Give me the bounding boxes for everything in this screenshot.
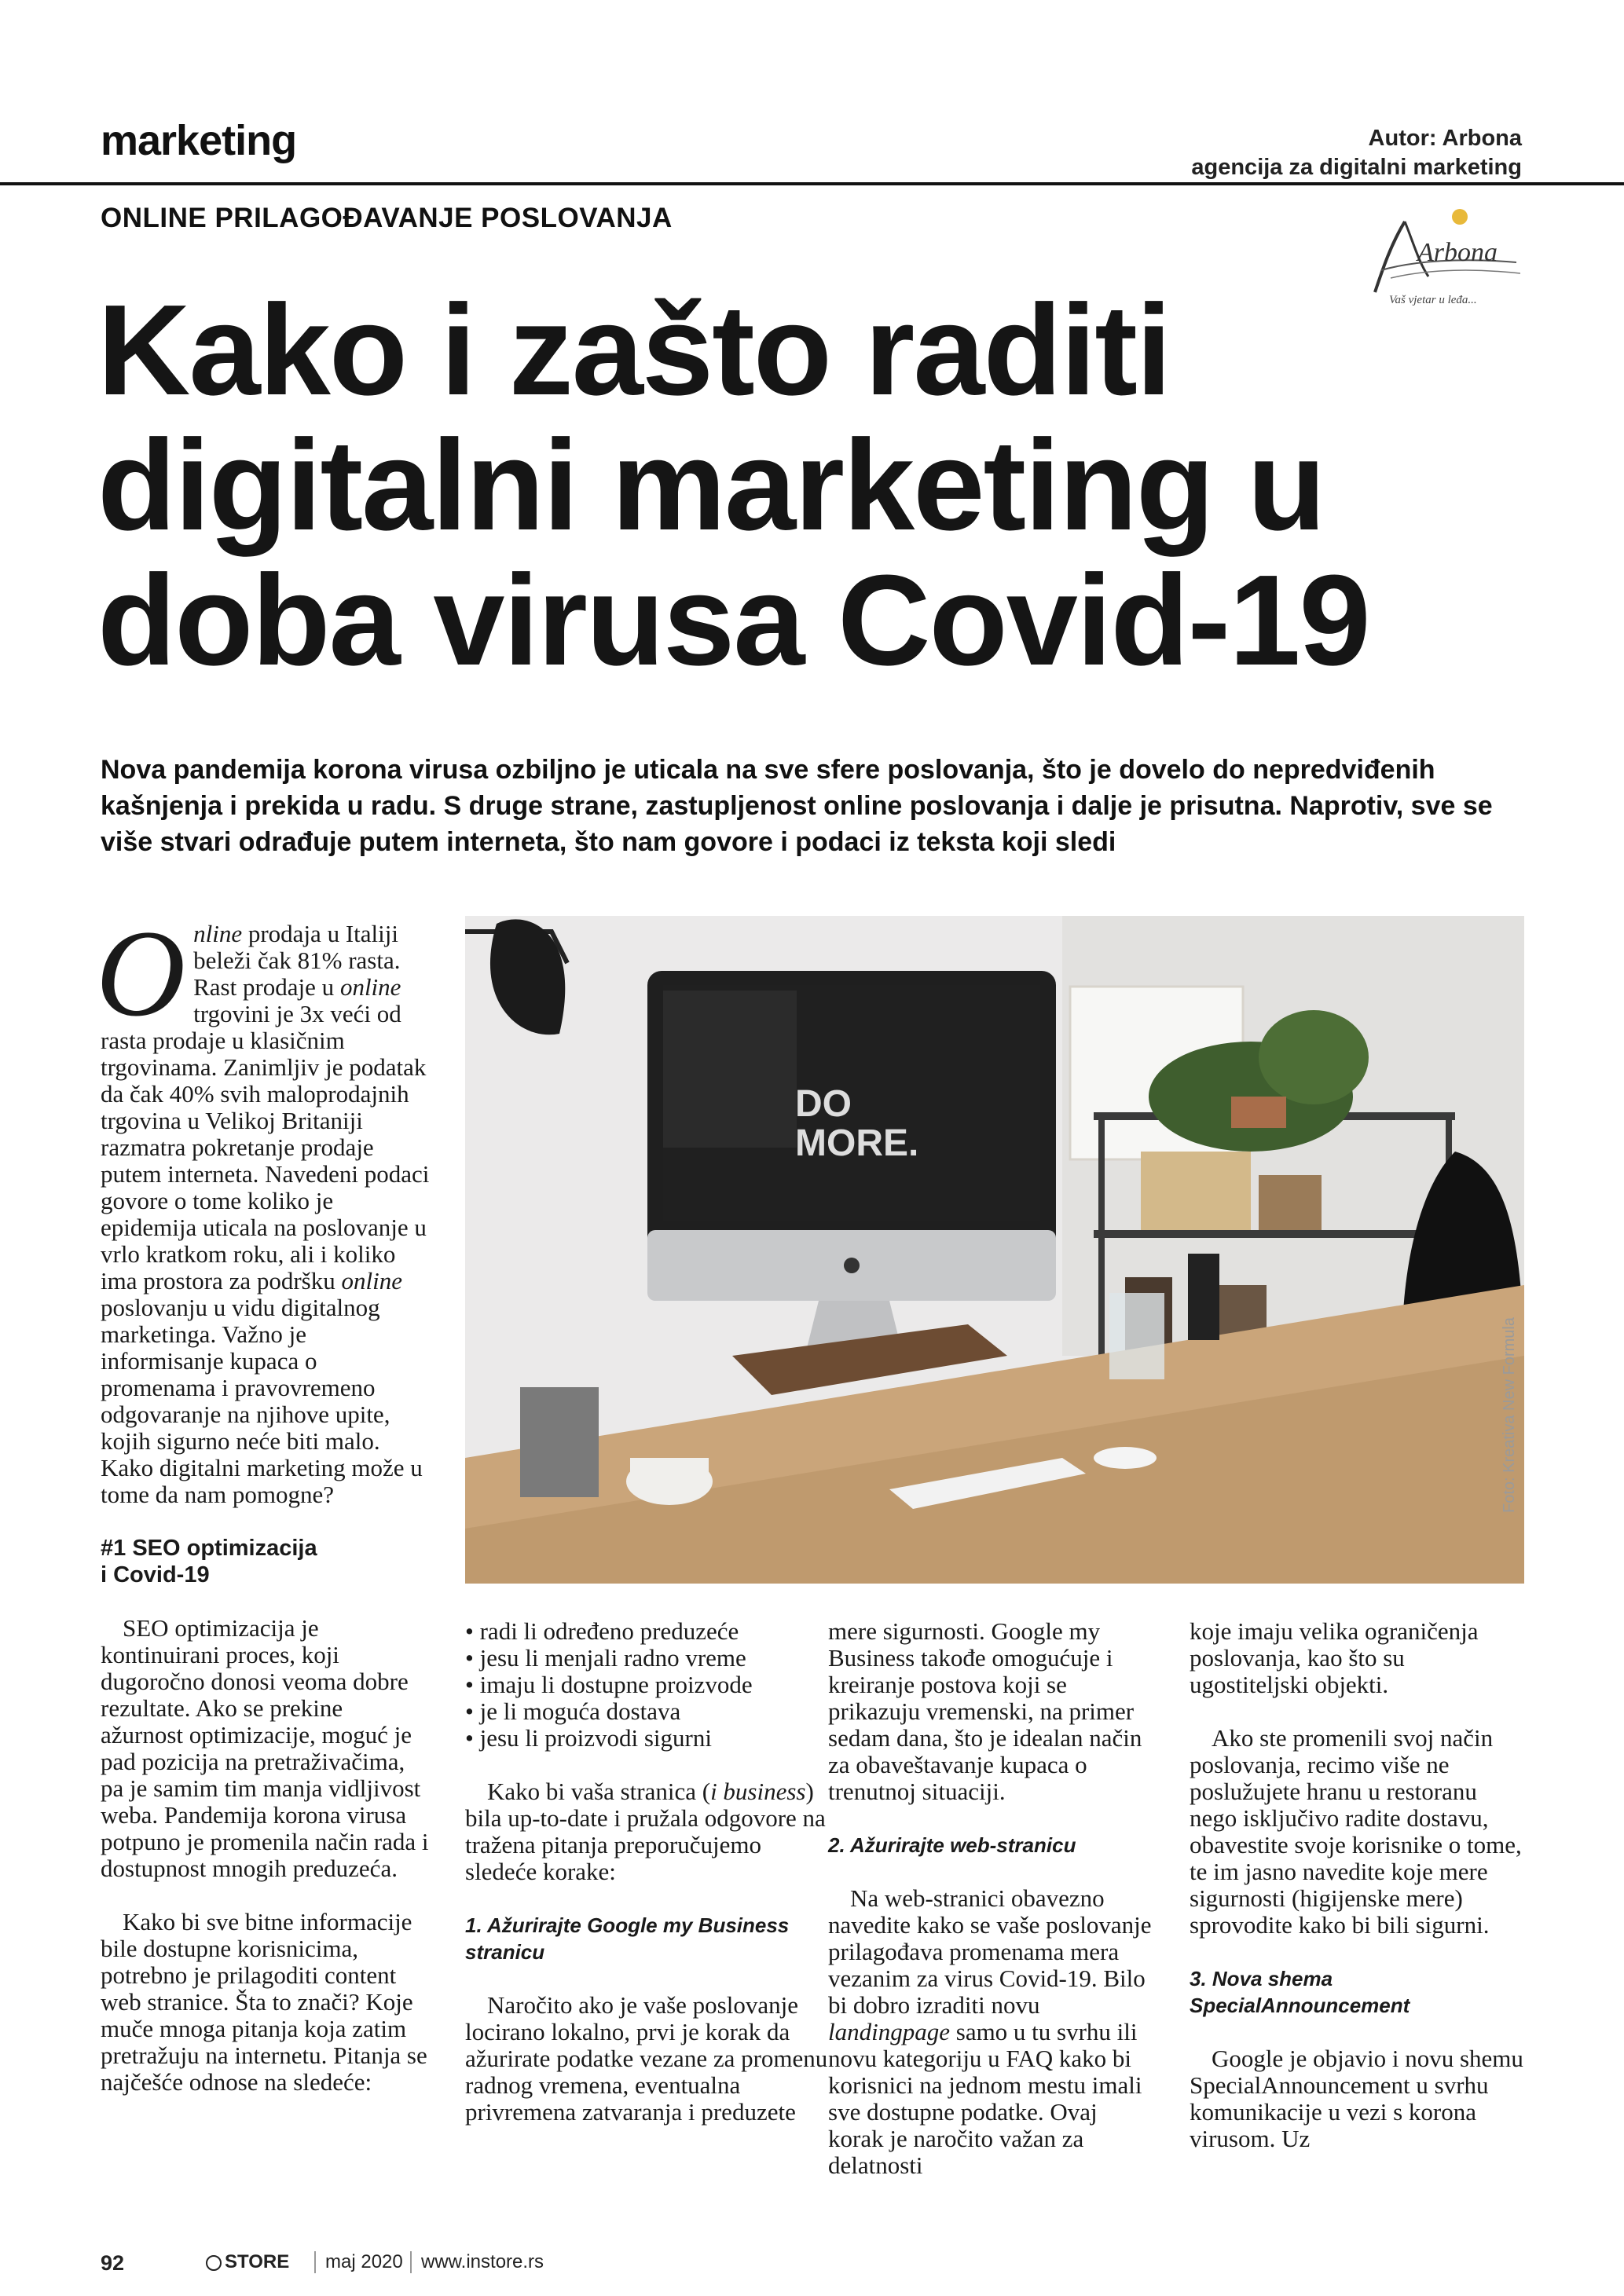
- headline-line2: digitalni marketing u: [97, 413, 1325, 557]
- screen-text-do: DO: [795, 1083, 852, 1125]
- paragraph: Na web-stranici obavezno navedite kako se vaše poslovanje prilagođava promenama mera vezanim za virus Covid-19. Bilo bi dobro izraditi novu landingpage samo u tu svrhu ili novu kategoriju u FAQ kako bi korisnici na jednom mestu imali sve dostupne podatke. Ovaj korak je naročito važan za delatnosti: [828, 1884, 1152, 2179]
- author-agency: agencija za digitalni marketing: [1191, 155, 1522, 180]
- paragraph: mere sigurnosti. Google my Business takođe omogućuje i kreiranje postova koji se prikazuju vremenski, na primer sedam dana, što je idealan način za obaveštavanje kupaca o trenutnoj situaciji.: [828, 1617, 1142, 1805]
- screen-text-more: MORE.: [795, 1122, 919, 1164]
- page-number: 92: [101, 2251, 125, 2275]
- footer-brand: STORE: [206, 2251, 289, 2273]
- step-3-heading: 3. Nova shema SpecialAnnouncement: [1190, 1967, 1410, 2017]
- intro-paragraph: Online prodaja u Italiji beleži čak 81% rasta. Rast prodaje u online trgovini je 3x veći od rasta prodaje u klasičnim trgovinama. Zanimljiv je podatak da čak 40% svih maloprodajnih trgovina u Velikoj Britaniji razmatra pokretanje prodaje putem interneta. Navedeni podaci govore o tome koliko je epidemija uticala na poslovanje u vrlo kratkom roku, ali i koliko ima prostora za podršku online poslovanju u vidu digitalnog marketinga. Važno je informisanje kupaca o promenama i pravovremeno odgovaranje na njihove upite, kojih sigurno neće biti malo. Kako digitalni marketing može u tome da nam pomogne?: [96, 905, 430, 1508]
- paragraph: koje imaju velika ograničenja poslovanja, kao što su ugostiteljski objekti.: [1190, 1617, 1479, 1698]
- headline-line1: Kako i zašto raditi: [97, 278, 1171, 422]
- headline: [97, 278, 1559, 692]
- list-item: • je li moguća dostava: [465, 1698, 834, 1725]
- author-block: [1191, 124, 1522, 182]
- question-list: [465, 1618, 834, 1752]
- column-2: [465, 1618, 834, 2152]
- seo-heading: #1 SEO optimizacija i Covid-19: [101, 1536, 317, 1587]
- paragraph: Kako bi sve bitne informacije bile dostupne korisnicima, potrebno je prilagoditi content web stranice. Šta to znači? Kojе muče mnoga pitanja koja zatim pretražuju na internetu. Pitanja se najčešće odnose na sledeće:: [101, 1908, 427, 2096]
- header-rule: [0, 182, 1624, 185]
- headline-line3: doba virusa Covid-19: [97, 548, 1369, 692]
- mouse: [1094, 1447, 1157, 1469]
- column-1: [96, 905, 431, 2122]
- paragraph: SEO optimizacija je kontinuirani proces, koji dugoročno donosi veoma dobre rezultate. Ako se prekine ažurnost optimizacije, moguć je pad pozicija na pretraživačima, pa je samim tim manja vidljivost weba. Pandemija korona virusa potpuno je promenila način rada i dostupnost mnogih preduzeća.: [101, 1614, 429, 1882]
- step-1-heading: 1. Ažurirajte Google my Business stranicu: [465, 1913, 790, 1964]
- paragraph: Naročito ako je vaše poslovanje locirano lokalno, prvi je korak da ažurirate podatke vezane za promenu radnog vremena, eventualna privremena zatvaranja i preduzete: [465, 1991, 828, 2126]
- kicker: ONLINE PRILAGOĐAVANJE POSLOVANJA: [101, 203, 673, 233]
- lede: Nova pandemija korona virusa ozbiljno je uticala na sve sfere poslovanja, što je dovelo do nepredviđenih kašnjenja i prekida u radu. S druge strane, zastupljenost online poslovanja i dalje je prisutna. Naprotiv, sve se više stvari odrađuje putem interneta, što nam govore i podaci iz teksta koji sledi: [101, 755, 1493, 857]
- paragraph: Kako bi vaša stranica (i business) bila up-to-date i pružala odgovore na tražena pitanja preporučujemo sledeće korake:: [465, 1778, 826, 1885]
- footer-url: www.instore.rs: [410, 2251, 544, 2273]
- pen-holder: [520, 1387, 599, 1497]
- column-4: [1190, 1618, 1527, 2179]
- paragraph: Ako ste promenili svoj način poslovanja, recimo više ne poslužujete hranu u restoranu nego isključivo radite dostavu, obavestite svoje korisnike o tome, te im jasno navedite koje mere sigurnosti (higijenske mere) sprovodite kako bi bili sigurni.: [1190, 1724, 1522, 1939]
- paragraph: Google je objavio i novu shemu SpecialAnnouncement u svrhu komunikacije u vezi s korona virusom. Uz: [1190, 2045, 1523, 2152]
- column-3: [828, 1618, 1158, 2206]
- section-label: marketing: [101, 117, 297, 164]
- author-name: Autor: Arbona: [1368, 126, 1522, 151]
- list-item: • radi li određeno preduzeće: [465, 1618, 834, 1645]
- drop-cap: O: [96, 905, 186, 1042]
- list-item: • jesu li proizvodi sigurni: [465, 1725, 834, 1752]
- logo-name: Arbona: [1417, 238, 1498, 267]
- footer-issue: maj 2020: [314, 2251, 403, 2273]
- step-2-heading: 2. Ažurirajte web-stranicu: [828, 1833, 1076, 1857]
- speaker: [1188, 1254, 1219, 1340]
- logo-tagline: Vaš vjetar u leđa...: [1389, 294, 1477, 306]
- list-item: • imaju li dostupne proizvode: [465, 1672, 834, 1698]
- article-photo: [465, 916, 1524, 1584]
- photo-credit: Foto: Kreativa New Formula: [1501, 1317, 1518, 1513]
- glass: [1109, 1293, 1164, 1379]
- store-logo-icon: [206, 2255, 222, 2271]
- list-item: • jesu li menjali radno vreme: [465, 1645, 834, 1672]
